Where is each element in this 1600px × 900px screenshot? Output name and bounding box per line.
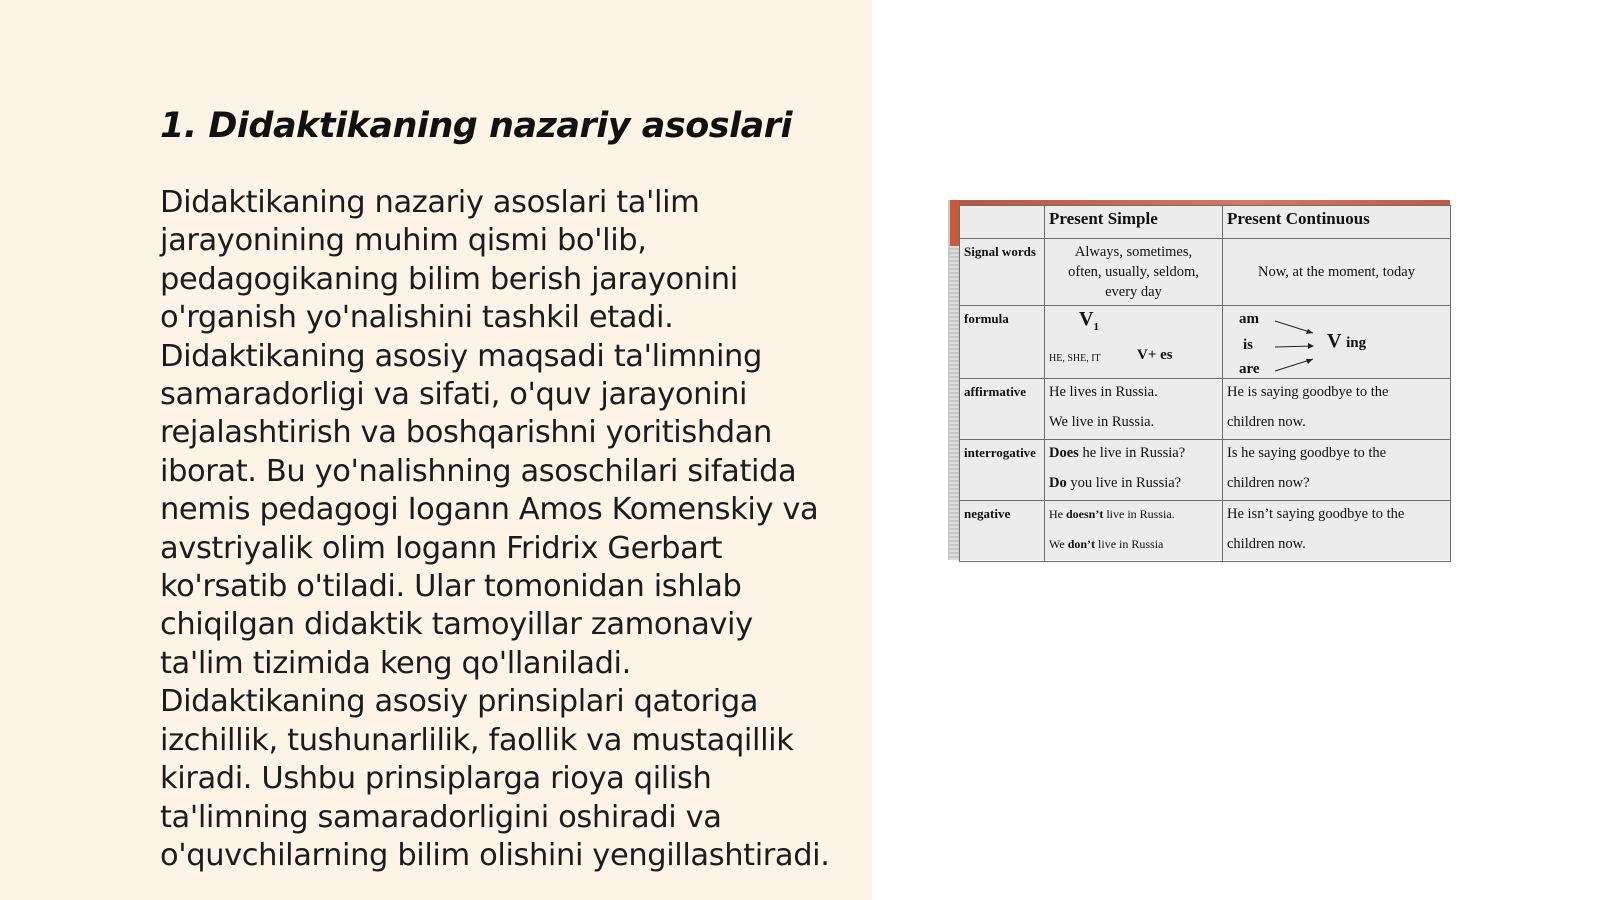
image-accent-left [950,200,959,560]
body-line: kiradi. Ushbu prinsiplarga rioya qilish [160,761,712,797]
body-line: pedagogikaning bilim berish jarayonini [160,261,738,297]
formula-am: am [1239,311,1259,327]
row-label-formula: formula [960,306,1045,379]
body-line: iborat. Bu yo'nalishning asoschilari sifatida [160,453,797,489]
body-line: rejalashtirish va boshqarishni yoritishdan [160,415,772,451]
interrogative-simple-line [1049,443,1218,463]
row-label-negative: negative [960,501,1045,562]
body-line: Didaktikaning asosiy maqsadi ta'limning [160,338,762,374]
negative-simple-line [1049,534,1218,554]
signal-simple-line: every day [1105,284,1162,300]
row-label-affirmative: affirmative [960,379,1045,440]
body-line: ta'lim tizimida keng qo'llaniladi. [160,645,631,681]
header-label-cell [960,206,1045,239]
cell-interrogative-continuous [1223,440,1451,501]
row-label-signal-words: Signal words [960,239,1045,306]
cell-negative-simple [1045,501,1223,562]
cell-affirmative-continuous [1223,379,1451,440]
interrogative-aux-does: Does [1049,445,1079,461]
interrogative-aux-do: Do [1049,475,1067,491]
formula-v-subscript: 1 [1093,321,1099,333]
table-header-row [960,206,1451,239]
formula-is: is [1243,337,1254,353]
cell-signal-simple [1045,239,1223,306]
affirmative-simple-line: We live in Russia. [1049,414,1155,430]
cell-interrogative-simple [1045,440,1223,501]
body-line: ta'limning samaradorligini oshiradi va [160,799,722,835]
table-row-negative [960,501,1451,562]
formula-arrows-icon [1273,313,1323,379]
grammar-table-image [950,200,1450,560]
slide-body-text [160,184,860,875]
body-line: ko'rsatib o'tiladi. Ular tomonidan ishlab [160,569,742,605]
interrogative-continuous-line: children now? [1227,475,1310,491]
body-line: Didaktikaning asosiy prinsiplari qatoriga [160,684,759,720]
cell-signal-continuous: Now, at the moment, today [1223,239,1451,306]
negative-aux-doesnt: doesn’t [1066,507,1104,521]
table-row-signal-words [960,239,1451,306]
formula-ving-suffix: ing [1346,335,1367,351]
negative-simple-rest: live in Russia [1095,537,1164,551]
body-line: avstriyalik olim Iogann Fridrix Gerbart [160,530,723,566]
formula-v-es: V+ es [1137,347,1173,363]
header-present-simple: Present Simple [1045,206,1223,239]
cell-affirmative-simple [1045,379,1223,440]
signal-simple-line: Always, sometimes, [1074,244,1193,260]
cell-formula-simple [1045,306,1223,379]
table-row-formula [960,306,1451,379]
interrogative-simple-rest: you live in Russia? [1066,475,1182,491]
interrogative-continuous-line: Is he saying goodbye to the [1227,445,1387,461]
negative-simple-pre: We [1049,537,1068,551]
signal-simple-line: often, usually, seldom, [1068,264,1199,280]
body-line: o'rganish yo'nalishini tashkil etadi. [160,300,674,336]
cell-negative-continuous [1223,501,1451,562]
grammar-table [959,205,1451,562]
affirmative-continuous-line: He is saying goodbye to the [1227,384,1389,400]
negative-aux-dont: don’t [1067,537,1096,551]
formula-are: are [1239,361,1260,377]
negative-simple-rest: live in Russia. [1103,507,1175,521]
formula-he-she-it: HE, SHE, IT [1049,353,1101,364]
formula-v1 [1079,309,1099,337]
body-line: izchillik, tushunarlilik, faollik va mustaqillik [160,722,794,758]
negative-continuous-line: children now. [1227,536,1306,552]
body-line: samaradorligi va sifati, o'quv jarayonini [160,377,748,413]
body-line: Didaktikaning nazariy asoslari ta'lim [160,185,700,220]
image-accent-corner [950,200,959,246]
table-row-interrogative [960,440,1451,501]
formula-v-ing [1327,331,1366,353]
negative-simple-pre: He [1049,507,1066,521]
slide-title: 1. Didaktikaning nazariy asoslari [160,106,793,146]
header-present-continuous: Present Continuous [1223,206,1451,239]
negative-continuous-line: He isn’t saying goodbye to the [1227,506,1405,522]
body-line: chiqilgan didaktik tamoyillar zamonaviy [160,607,753,643]
formula-v-letter: V [1079,308,1094,330]
body-line: o'quvchilarning bilim olishini yengillashtiradi. [160,837,830,873]
body-line: jarayonining muhim qismi bo'lib, [160,223,647,259]
row-label-interrogative: interrogative [960,440,1045,501]
interrogative-simple-rest: he live in Russia? [1078,445,1186,461]
affirmative-simple-line: He lives in Russia. [1049,384,1158,400]
body-line: nemis pedagogi Iogann Amos Komenskiy va [160,492,819,528]
interrogative-simple-line [1049,473,1218,493]
table-row-affirmative [960,379,1451,440]
cell-formula-continuous [1223,306,1451,379]
negative-simple-line [1049,504,1218,524]
formula-ving-v: V [1327,330,1342,352]
affirmative-continuous-line: children now. [1227,414,1306,430]
